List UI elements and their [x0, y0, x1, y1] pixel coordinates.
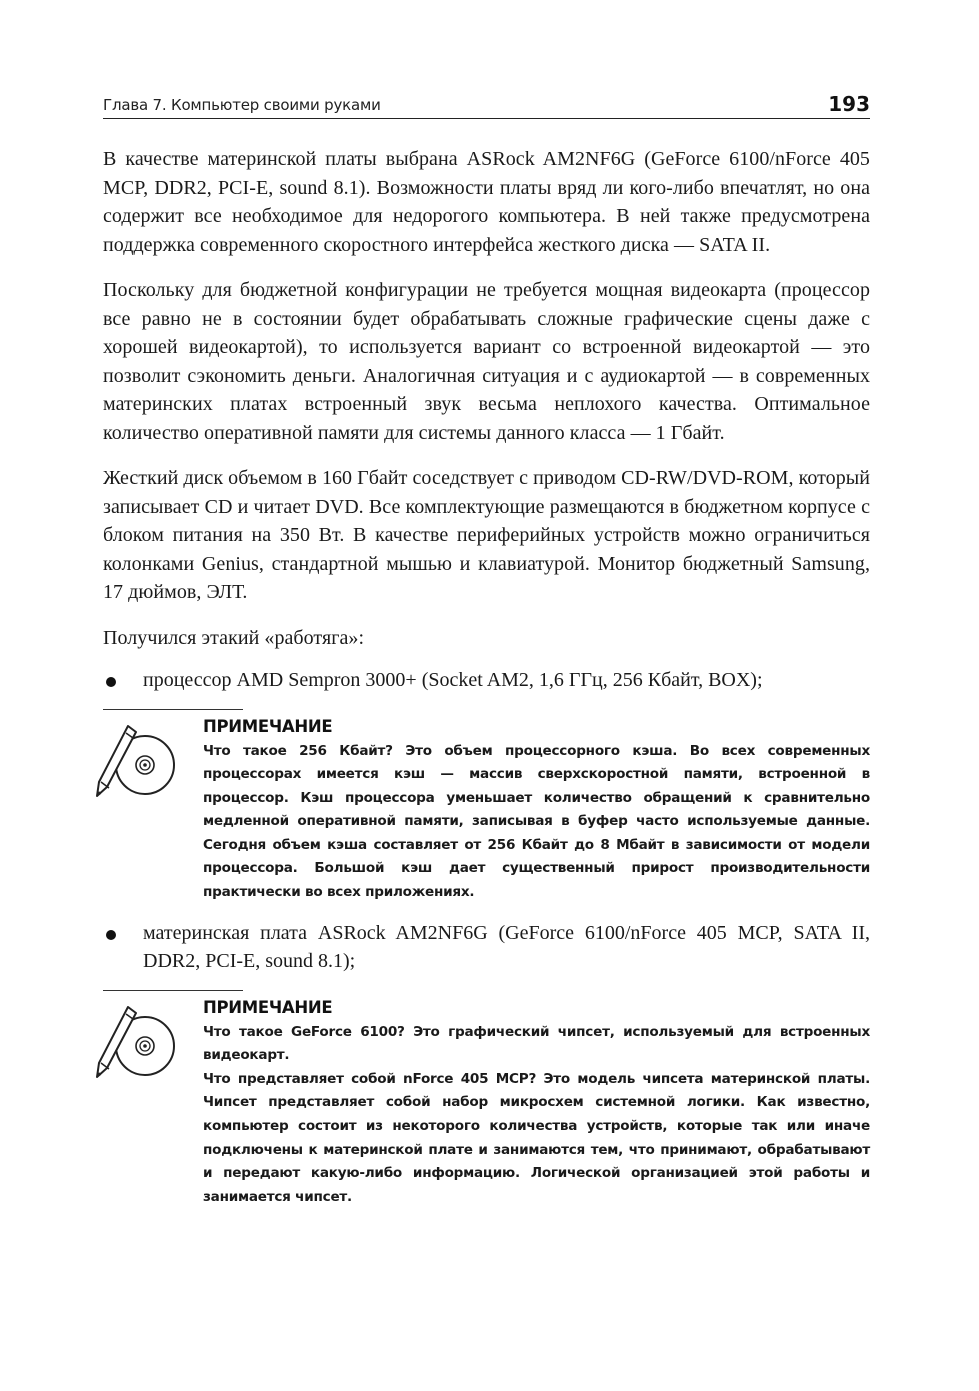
- note-block-chipset: [103, 990, 870, 1210]
- list-item-text: процессор AMD Sempron 3000+ (Socket AM2, 1,6 ГГц, 256 Кбайт, BOX);: [143, 669, 763, 691]
- pencil-and-cd-icon: [89, 721, 185, 805]
- paragraph-integrated-video: Поскольку для бюджетной конфигурации не требуется мощная видеокарта (процессор все равно не в состоянии будет обрабатывать сложные графические сцены даже с хорошей видеокартой), то используется вариант со встроенной видеокартой — это позволит сэкономить деньги. Аналогичная ситуация и с аудиокартой — в современных материнских платах встроенный звук весьма неплохого качества. Оптимальное количество оперативной памяти для системы данного класса — 1 Гбайт.: [103, 279, 870, 444]
- running-header: [103, 90, 870, 119]
- pencil-and-cd-icon: [89, 1002, 185, 1086]
- bullet-dot-icon: [106, 677, 116, 687]
- bullet-dot-icon: [106, 930, 116, 940]
- chapter-title: Глава 7. Компьютер своими руками: [103, 96, 381, 114]
- page-number: 193: [828, 92, 870, 116]
- note-block-cache: [103, 709, 870, 905]
- note-divider: [103, 990, 243, 991]
- note-text: Что такое 256 Кбайт? Это объем процессорного кэша. Во всех современных процессорах имеется кэш — массив сверхскоростной памяти, встроенной в процессор. Кэш процессора уменьшает количество обращений к сравнительно медленной оперативной памяти, записывая в буфер часто используемые данные. Сегодня объем кэша составляет от 256 Кбайт до 8 Мбайт в зависимости от модели процессора. Большой кэш дает существенный прирост производительности практически во всех приложениях.: [203, 742, 870, 901]
- list-item-processor: [103, 666, 870, 695]
- note-text: Что такое GeForce 6100? Это графический чипсет, используемый для встроенных видеокарт.: [203, 1023, 870, 1064]
- note-divider: [103, 709, 243, 710]
- note-text: Что представляет собой nForce 405 MCP? Это модель чипсета материнской платы. Чипсет представляет собой набор микросхем системной логики. Как известно, компьютер состоит из некоторого количества устройств, которые так или иначе подключены к материнской плате и занимаются тем, что принимают, обрабатывают и передают какую-либо информацию. Логической организацией этой работы и занимается чипсет.: [203, 1070, 870, 1205]
- paragraph-storage-peripherals: Жесткий диск объемом в 160 Гбайт соседствует с приводом CD-RW/DVD-ROM, который записывает CD и читает DVD. Все комплектующие размещаются в бюджетном корпусе с блоком питания на 350 Вт. В качестве периферийных устройств можно ограничиться колонками Genius, стандартной мышью и клавиатурой. Монитор бюджетный Samsung, 17 дюймов, ЭЛТ.: [103, 467, 870, 603]
- list-item-text: материнская плата ASRock AM2NF6G (GeForce 6100/nForce 405 MCP, SATA II, DDR2, PCI-E, sound 8.1);: [143, 921, 870, 973]
- list-item-motherboard: [103, 919, 870, 976]
- paragraph-list-intro: Получился этакий «работяга»:: [103, 626, 365, 649]
- note-heading: ПРИМЕЧАНИЕ: [203, 997, 333, 1017]
- note-heading: ПРИМЕЧАНИЕ: [203, 716, 333, 736]
- paragraph-motherboard: В качестве материнской платы выбрана ASRock AM2NF6G (GeForce 6100/nForce 405 MCP, DDR2, PCI-E, sound 8.1). Возможности платы вряд ли кого-либо впечатлят, но она содержит все необходимое для недорогого компьютера. В ней также предусмотрена поддержка современного скоростного интерфейса жесткого диска — SATA II.: [103, 148, 870, 256]
- page-body: [103, 145, 870, 1223]
